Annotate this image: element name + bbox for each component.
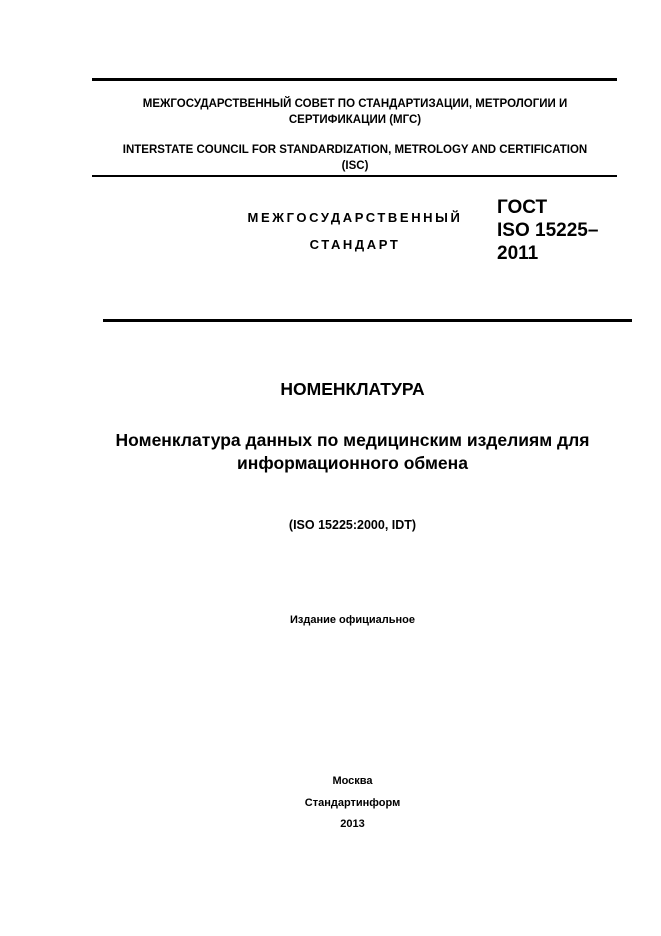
iso-reference: (ISO 15225:2000, IDT) [288,518,417,532]
designation-line1: ГОСТ [497,197,548,218]
imprint-city: Москва [332,775,373,787]
section-rule [103,319,632,322]
document-subtitle: Номенклатура данных по медицинским изделиям для информационного обмена [115,430,590,473]
designation-line3: 2011 [497,243,539,264]
standard-type-line1: МЕЖГОСУДАРСТВЕННЫЙ [247,210,463,225]
council-name-en: INTERSTATE COUNCIL FOR STANDARDIZATION, METROLOGY AND CERTIFICATION (ISC) [122,144,588,172]
edition-note: Издание официальное [289,614,416,626]
designation-line2: ISO 15225– [497,220,599,241]
imprint-year: 2013 [340,818,365,830]
imprint-publisher: Стандартинформ [304,797,401,809]
top-rule [92,78,617,81]
council-name-ru: МЕЖГОСУДАРСТВЕННЫЙ СОВЕТ ПО СТАНДАРТИЗАЦИИ, МЕТРОЛОГИИ И СЕРТИФИКАЦИИ (МГС) [142,98,568,126]
header-rule [92,175,617,177]
standard-type-line2: СТАНДАРТ [309,237,401,252]
document-title: НОМЕНКЛАТУРА [280,379,425,399]
gost-designation [497,196,598,265]
